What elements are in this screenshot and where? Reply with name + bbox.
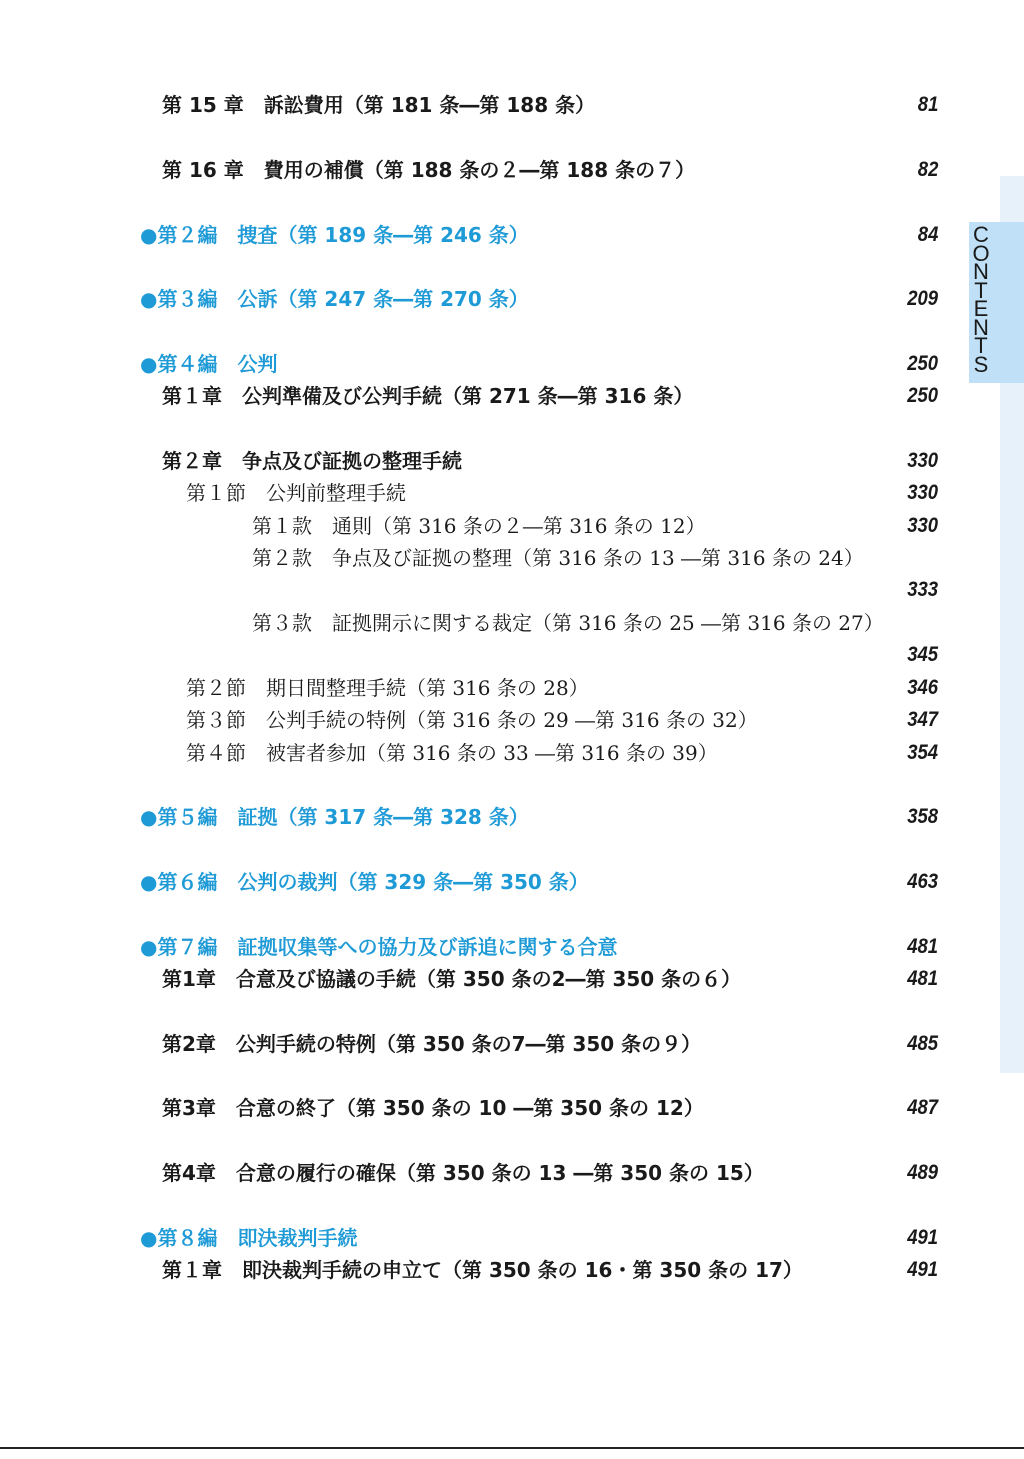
dot-leader bbox=[428, 478, 887, 508]
toc-page-number: 491 bbox=[907, 1226, 938, 1249]
dot-leader bbox=[870, 1255, 887, 1285]
toc-entry-part-7[interactable] bbox=[0, 932, 1024, 962]
dot-leader bbox=[518, 446, 887, 476]
dot-leader bbox=[826, 1158, 887, 1188]
toc-entry-article-1[interactable] bbox=[0, 511, 1024, 541]
toc-entry-section-4[interactable] bbox=[0, 738, 1024, 768]
dot-leader bbox=[582, 284, 887, 314]
bullet-icon: ● bbox=[140, 223, 158, 247]
toc-page-number: 489 bbox=[907, 1161, 938, 1184]
toc-entry-label: 第２款 争点及び証拠の整理（第 316 条の 13 ―第 316 条の 24） bbox=[252, 546, 864, 570]
toc-entry-part-8-chapter-1[interactable] bbox=[0, 1255, 1024, 1285]
toc-page-number: 485 bbox=[907, 1032, 938, 1055]
toc-page-number: 81 bbox=[917, 93, 938, 116]
dot-leader bbox=[582, 220, 907, 250]
toc-entry-part-5[interactable] bbox=[0, 802, 1024, 832]
toc-entry-section-3[interactable] bbox=[0, 705, 1024, 735]
toc-entry-label: 第2章 公判手続の特例（第 350 条の7―第 350 条の９） bbox=[162, 1032, 702, 1056]
toc-entry-label: 第１章 公判準備及び公判手続（第 271 条―第 316 条） bbox=[162, 384, 694, 408]
toc-page-number: 481 bbox=[907, 967, 938, 990]
toc-entry-part-4[interactable] bbox=[0, 349, 1024, 379]
toc-entry-label: ●第３編 公訴（第 247 条―第 270 条） bbox=[140, 287, 529, 311]
bullet-icon: ● bbox=[140, 1226, 158, 1250]
toc-entry-part-7-chapter-1[interactable] bbox=[0, 964, 1024, 994]
toc-entry-label: 第１章 即決裁判手続の申立て（第 350 条の 16・第 350 条の 17） bbox=[162, 1258, 803, 1282]
toc-page-number: 358 bbox=[907, 805, 938, 828]
toc-page-number: 491 bbox=[907, 1258, 938, 1281]
toc-entry-label: 第１款 通則（第 316 条の２―第 316 条の 12） bbox=[252, 514, 706, 538]
contents-tab-label: C O N T E N T S bbox=[972, 222, 990, 377]
bullet-icon: ● bbox=[140, 870, 158, 894]
toc-page-number: 209 bbox=[907, 287, 938, 310]
toc-entry-part-7-chapter-2[interactable] bbox=[0, 1029, 1024, 1059]
toc-page-number: 487 bbox=[907, 1096, 938, 1119]
toc-entry-article-2[interactable] bbox=[0, 543, 1024, 573]
dot-leader bbox=[650, 867, 887, 897]
toc-page-number: 345 bbox=[907, 643, 938, 666]
dot-leader bbox=[650, 90, 904, 120]
toc-entry-part-7-chapter-3[interactable] bbox=[0, 1093, 1024, 1123]
dot-leader bbox=[826, 964, 887, 994]
toc-entry-article-2-leader-line bbox=[0, 575, 1024, 605]
toc-entry-label: 第２節 期日間整理手続（第 316 条の 28） bbox=[186, 676, 589, 700]
toc-page-number: 330 bbox=[907, 481, 938, 504]
dot-leader bbox=[738, 738, 887, 768]
toc-page-number: 354 bbox=[907, 741, 938, 764]
toc-entry-article-3[interactable] bbox=[0, 608, 1024, 638]
toc-entry-label: 第1章 合意及び協議の手続（第 350 条の2―第 350 条の６） bbox=[162, 967, 742, 991]
toc-page-number: 481 bbox=[907, 935, 938, 958]
toc-entry-label: 第3章 合意の終了（第 350 条の 10 ―第 350 条の 12） bbox=[162, 1096, 704, 1120]
toc-entry-article-3-leader-line bbox=[0, 640, 1024, 670]
toc-entry-section-2[interactable] bbox=[0, 673, 1024, 703]
toc-entry-section-1[interactable] bbox=[0, 478, 1024, 508]
toc-page-number: 347 bbox=[907, 708, 938, 731]
toc-entry-label: ●第７編 証拠収集等への協力及び訴追に関する合意 bbox=[140, 935, 618, 959]
dot-leader bbox=[762, 1093, 887, 1123]
toc-entry-part-6[interactable] bbox=[0, 867, 1024, 897]
toc-entry-label: ●第５編 証拠（第 317 条―第 328 条） bbox=[140, 805, 529, 829]
toc-entry-part-3[interactable] bbox=[0, 284, 1024, 314]
toc-entry-label: 第１節 公判前整理手続 bbox=[186, 481, 406, 505]
toc-entry-part-4-chapter-1[interactable] bbox=[0, 381, 1024, 411]
toc-entry-label: ●第６編 公判の裁判（第 329 条―第 350 条） bbox=[140, 870, 589, 894]
page-bottom-rule bbox=[0, 1447, 1024, 1449]
toc-entry-part-4-chapter-2[interactable] bbox=[0, 446, 1024, 476]
toc-entry-label: 第 16 章 費用の補償（第 188 条の２―第 188 条の７） bbox=[162, 158, 696, 182]
dot-leader bbox=[718, 511, 887, 541]
toc-entry-part-2[interactable] bbox=[0, 220, 1024, 250]
toc-entry-part-8[interactable] bbox=[0, 1223, 1024, 1253]
bullet-icon: ● bbox=[140, 352, 158, 376]
toc-entry-label: 第4章 合意の履行の確保（第 350 条の 13 ―第 350 条の 15） bbox=[162, 1161, 764, 1185]
toc-entry-label: ●第２編 捜査（第 189 条―第 246 条） bbox=[140, 223, 529, 247]
dot-leader bbox=[762, 381, 887, 411]
dot-leader bbox=[672, 932, 887, 962]
dot-leader bbox=[318, 349, 887, 379]
dot-leader bbox=[252, 575, 887, 605]
toc-entry-label: ●第８編 即決裁判手続 bbox=[140, 1226, 358, 1250]
dot-leader bbox=[784, 705, 887, 735]
toc-page-number: 346 bbox=[907, 676, 938, 699]
toc-page-number: 250 bbox=[907, 384, 938, 407]
toc-entry-part-7-chapter-4[interactable] bbox=[0, 1158, 1024, 1188]
toc-page-number: 463 bbox=[907, 870, 938, 893]
toc-page-number: 330 bbox=[907, 449, 938, 472]
toc-page-number: 333 bbox=[907, 578, 938, 601]
toc-page-number: 250 bbox=[907, 352, 938, 375]
bullet-icon: ● bbox=[140, 805, 158, 829]
toc-entry-label: 第２章 争点及び証拠の整理手続 bbox=[162, 449, 462, 473]
toc-entry-label: 第３節 公判手続の特例（第 316 条の 29 ―第 316 条の 32） bbox=[186, 708, 758, 732]
toc-entry-label: 第４節 被害者参加（第 316 条の 33 ―第 316 条の 39） bbox=[186, 741, 718, 765]
toc-entry-chapter-15[interactable] bbox=[0, 90, 1024, 120]
toc-page-number: 330 bbox=[907, 514, 938, 537]
dot-leader bbox=[606, 673, 887, 703]
toc-entry-label: ●第４編 公判 bbox=[140, 352, 278, 376]
dot-leader bbox=[252, 640, 887, 670]
toc-page-number: 84 bbox=[917, 223, 938, 246]
toc-entry-chapter-16[interactable] bbox=[0, 155, 1024, 185]
dot-leader bbox=[408, 1223, 887, 1253]
dot-leader bbox=[784, 1029, 887, 1059]
dot-leader bbox=[582, 802, 887, 832]
dot-leader bbox=[762, 155, 906, 185]
toc-entry-label: 第 15 章 訴訟費用（第 181 条―第 188 条） bbox=[162, 93, 596, 117]
toc-page-number: 82 bbox=[917, 158, 938, 181]
toc-entry-label: 第３款 証拠開示に関する裁定（第 316 条の 25 ―第 316 条の 27） bbox=[252, 611, 884, 635]
bullet-icon: ● bbox=[140, 935, 158, 959]
bullet-icon: ● bbox=[140, 287, 158, 311]
